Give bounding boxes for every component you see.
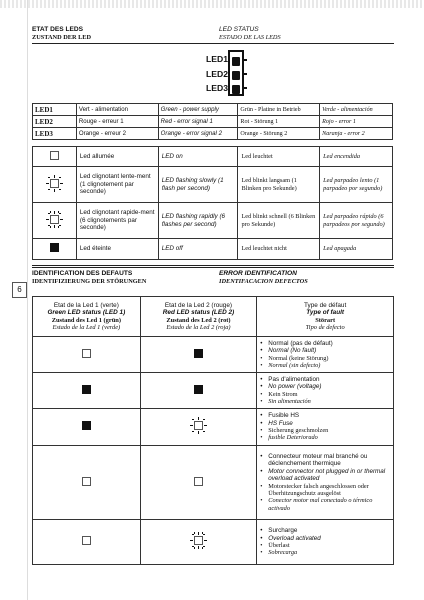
diagram-label-led2: LED2: [206, 69, 228, 79]
flash-ray: [59, 177, 61, 178]
error-title-right: [219, 270, 308, 286]
led2-state-cell: [140, 409, 257, 446]
flash-ray: [59, 189, 61, 190]
fault-cell: [257, 446, 394, 520]
led-flash-slow-icon: [46, 175, 63, 192]
flash-ray: [194, 547, 195, 549]
led1-state-cell: [33, 520, 141, 565]
led3-connector: [243, 87, 247, 89]
led-id-cell: LED2: [33, 116, 77, 128]
flash-ray: [202, 547, 203, 549]
flash-ray: [60, 183, 63, 184]
error-title-left: [32, 270, 146, 286]
header-led1-en: Green LED status (LED 1): [47, 309, 126, 317]
flash-ray: [48, 189, 50, 190]
fault-cell: [257, 409, 394, 446]
led-color-fr-cell: Rouge - erreur 1: [76, 116, 158, 128]
led-color-es-cell: Rojo - error 1: [320, 116, 393, 128]
state-en-cell: LED off: [158, 239, 238, 260]
error-title-de: IDENTIFIZIERUNG DER STÖRUNGEN: [32, 278, 147, 285]
fault-es: • Normal (sin defecto): [260, 362, 390, 369]
top-stripe: [0, 0, 424, 8]
table-row: [33, 147, 393, 167]
led-color-de-cell: Rot - Störung 1: [238, 116, 320, 128]
flash-ray: [58, 211, 59, 213]
header-led2: [140, 297, 257, 337]
flash-ray: [48, 213, 50, 214]
state-fr-cell: Led allumée: [76, 147, 158, 167]
flash-ray: [203, 546, 205, 547]
header-led2-en: Red LED status (LED 2): [162, 309, 235, 317]
fault-list: [260, 453, 390, 512]
led-color-fr-cell: Vert - alimentation: [76, 104, 158, 116]
flash-ray: [46, 183, 49, 184]
table-row: [33, 520, 394, 565]
led-title-en: LED STATUS: [219, 26, 259, 33]
led-square-icon: [194, 536, 203, 545]
fault-de: • Überlast: [260, 542, 390, 549]
flash-ray: [198, 546, 199, 549]
fault-fr: • Surcharge: [260, 527, 390, 534]
table-row: [33, 167, 393, 203]
led2-state-cell: [140, 373, 257, 409]
header-led2-es: Estado de la Led 2 (roja): [166, 323, 231, 331]
fault-list: [260, 527, 390, 557]
led-on-icon: [50, 151, 59, 160]
fault-cell: [257, 520, 394, 565]
flash-ray: [59, 225, 61, 226]
flash-ray: [190, 425, 193, 426]
flash-ray: [203, 419, 205, 420]
led1-state-cell: [33, 337, 141, 373]
led2-connector: [243, 73, 247, 75]
led-off-icon: [82, 421, 91, 430]
error-title-fr: IDENTIFICATION DES DEFAUTS: [32, 270, 133, 277]
fault-de: • Kein Strom: [260, 391, 390, 398]
header-led2-fr: Etat de la Led 2 (rouge): [164, 301, 233, 309]
header-fault-fr: Type de défaut: [303, 301, 347, 309]
flash-ray: [54, 225, 55, 228]
error-title-es: IDENTIFACACION DEFECTOS: [219, 278, 308, 285]
led-state-table: [32, 146, 393, 260]
led-off-icon: [194, 349, 203, 358]
error-identification-table: [32, 296, 394, 565]
led-flash-fast-icon: [46, 211, 63, 228]
fault-en: • HS Fuse: [260, 420, 390, 427]
led1-state-cell: [33, 446, 141, 520]
fault-list: [260, 340, 390, 370]
state-en-cell: LED on: [158, 147, 238, 167]
state-de-cell: Led blinkt schnell (6 Blinken pro Sekunde): [238, 203, 320, 239]
flash-ray: [204, 425, 207, 426]
state-es-cell: Led parpadeo lento (1 parpadeo por segundo): [320, 167, 393, 203]
led-title-fr: ETAT DES LEDS: [32, 26, 84, 33]
flash-ray: [203, 534, 205, 535]
diagram-label-led3: LED3: [206, 83, 228, 93]
fault-de: • Sicherung geschmolzen: [260, 427, 390, 434]
state-icon-cell: [33, 239, 77, 260]
fault-de: • Motorstecker falsch angeschlossen oder Überhitzungschutz ausgelöst: [260, 483, 390, 498]
flash-ray: [204, 540, 207, 541]
led-color-en-cell: Orange - error signal 2: [158, 128, 238, 140]
led1-state-cell: [33, 373, 141, 409]
led-square-icon: [194, 421, 203, 430]
flash-ray: [60, 219, 63, 220]
led-section-rule: [32, 43, 394, 44]
fault-es: • Sin alimentación: [260, 398, 390, 405]
led-on-icon: [82, 349, 91, 358]
led2-state-cell: [140, 446, 257, 520]
led-off-icon: [82, 385, 91, 394]
fault-en: • Motor connector not plugged in or thermal overload activated: [260, 468, 390, 483]
led-status-title-right: [219, 26, 281, 42]
fault-fr: • Connecteur moteur mal branché ou déclenchement thermique: [260, 453, 390, 468]
fault-fr: • Normal (pas de défaut): [260, 340, 390, 347]
flash-ray: [192, 534, 194, 535]
led-color-es-cell: Verde - alimentación: [320, 104, 393, 116]
flash-ray: [198, 417, 199, 420]
header-fault-es: Tipo de defecto: [305, 323, 345, 331]
flash-ray: [194, 532, 195, 534]
flash-ray: [198, 431, 199, 434]
header-fault: [257, 297, 394, 337]
led-title-de: ZUSTAND DER LED: [32, 34, 92, 41]
flash-ray: [54, 175, 55, 178]
fault-fr: • Pas d'alimentation: [260, 376, 390, 383]
table-row: [33, 203, 393, 239]
header-fault-en: Type of fault: [306, 309, 345, 317]
state-fr-cell: Led clignotant lente-ment (1 clignotement par seconde): [76, 167, 158, 203]
error-section-rule: [32, 265, 394, 268]
flash-ray: [192, 431, 194, 432]
led-color-de-cell: Grün - Platine in Betrieb: [238, 104, 320, 116]
flash-ray: [54, 189, 55, 192]
led2-indicator: [232, 71, 240, 80]
led1-connector: [243, 59, 247, 61]
header-fault-de: Störart: [315, 316, 336, 324]
header-led1-de: Zustand des Led 1 (grün): [51, 316, 121, 324]
state-fr-cell: Led éteinte: [76, 239, 158, 260]
flash-ray: [190, 540, 193, 541]
state-icon-cell: [33, 167, 77, 203]
fault-list: [260, 376, 390, 406]
led1-state-cell: [33, 409, 141, 446]
led-square-icon: [50, 179, 59, 188]
header-led1-fr: Etat de la Led 1 (verte): [53, 301, 119, 309]
flash-ray: [203, 431, 205, 432]
fault-fr: • Fusible HS: [260, 412, 390, 419]
error-title-en: ERROR IDENTIFICATION: [219, 270, 297, 277]
led-on-icon: [194, 477, 203, 486]
led-color-en-cell: Red - error signal 1: [158, 116, 238, 128]
state-en-cell: LED flashing rapidly (6 flashes per second): [158, 203, 238, 239]
table-row: [33, 116, 393, 128]
state-es-cell: Led apagada: [320, 239, 393, 260]
led-title-es: ESTADO DE LAS LEDS: [219, 34, 281, 41]
fault-es: • fusible Deteriorado: [260, 434, 390, 441]
led-flash-fast-icon: [190, 532, 207, 549]
led-off-icon: [194, 385, 203, 394]
led2-state-cell: [140, 337, 257, 373]
flash-ray: [46, 219, 49, 220]
fault-es: • Sobrecarga: [260, 549, 390, 556]
table-row: [33, 373, 394, 409]
fault-de: • Normal (keine Störung): [260, 355, 390, 362]
led-on-icon: [82, 477, 91, 486]
fault-en: • No power (voltage): [260, 383, 390, 390]
led-color-fr-cell: Orange - erreur 2: [76, 128, 158, 140]
led3-indicator: [232, 85, 240, 94]
led-color-en-cell: Green - power supply: [158, 104, 238, 116]
header-led1-es: Estado de la Led 1 (verde): [52, 323, 121, 331]
led1-indicator: [232, 57, 240, 66]
led-board-diagram: [228, 50, 244, 96]
led-id-cell: LED1: [33, 104, 77, 116]
table-row: [33, 446, 394, 520]
table-row: [33, 337, 394, 373]
flash-ray: [202, 532, 203, 534]
flash-ray: [50, 211, 51, 213]
state-icon-cell: [33, 203, 77, 239]
led-on-icon: [82, 536, 91, 545]
led-id-cell: LED3: [33, 128, 77, 140]
fault-es: • Conector motor mal conectado o térmico activado: [260, 497, 390, 512]
flash-ray: [198, 532, 199, 535]
state-es-cell: Led encendida: [320, 147, 393, 167]
flash-ray: [192, 419, 194, 420]
flash-ray: [48, 177, 50, 178]
state-de-cell: Led leuchtet nicht: [238, 239, 320, 260]
header-led2-de: Zustand des Led 2 (rot): [166, 316, 231, 324]
led-color-es-cell: Naranja - error 2: [320, 128, 393, 140]
led-flash-slow-icon: [190, 417, 207, 434]
table-row: [33, 409, 394, 446]
header-led1: [33, 297, 141, 337]
table-row: [33, 104, 393, 116]
state-de-cell: Led blinkt langsam (1 Blinken pro Sekunde): [238, 167, 320, 203]
fault-en: • Overload activated: [260, 535, 390, 542]
led2-state-cell: [140, 520, 257, 565]
fault-list: [260, 412, 390, 442]
flash-ray: [59, 213, 61, 214]
flash-ray: [50, 226, 51, 228]
fault-en: • Normal (No fault): [260, 347, 390, 354]
led-square-icon: [50, 215, 59, 224]
led-color-table: [32, 103, 393, 140]
page-number: 6: [12, 282, 27, 298]
flash-ray: [58, 226, 59, 228]
diagram-label-led1: LED1: [206, 54, 228, 64]
state-es-cell: Led parpadeo rápido (6 parpadeos por segundo): [320, 203, 393, 239]
table-row: [33, 239, 393, 260]
fault-cell: [257, 373, 394, 409]
state-icon-cell: [33, 147, 77, 167]
page-gutter: [27, 0, 28, 600]
fault-cell: [257, 337, 394, 373]
led-status-title-left: [32, 26, 91, 42]
led-off-icon: [50, 243, 59, 252]
flash-ray: [54, 211, 55, 214]
table-row: [33, 128, 393, 140]
state-de-cell: Led leuchtet: [238, 147, 320, 167]
state-fr-cell: Led clignotant rapide-ment (6 clignotements par seconde): [76, 203, 158, 239]
led-color-de-cell: Orange - Störung 2: [238, 128, 320, 140]
state-en-cell: LED flashing slowly (1 flash per second): [158, 167, 238, 203]
